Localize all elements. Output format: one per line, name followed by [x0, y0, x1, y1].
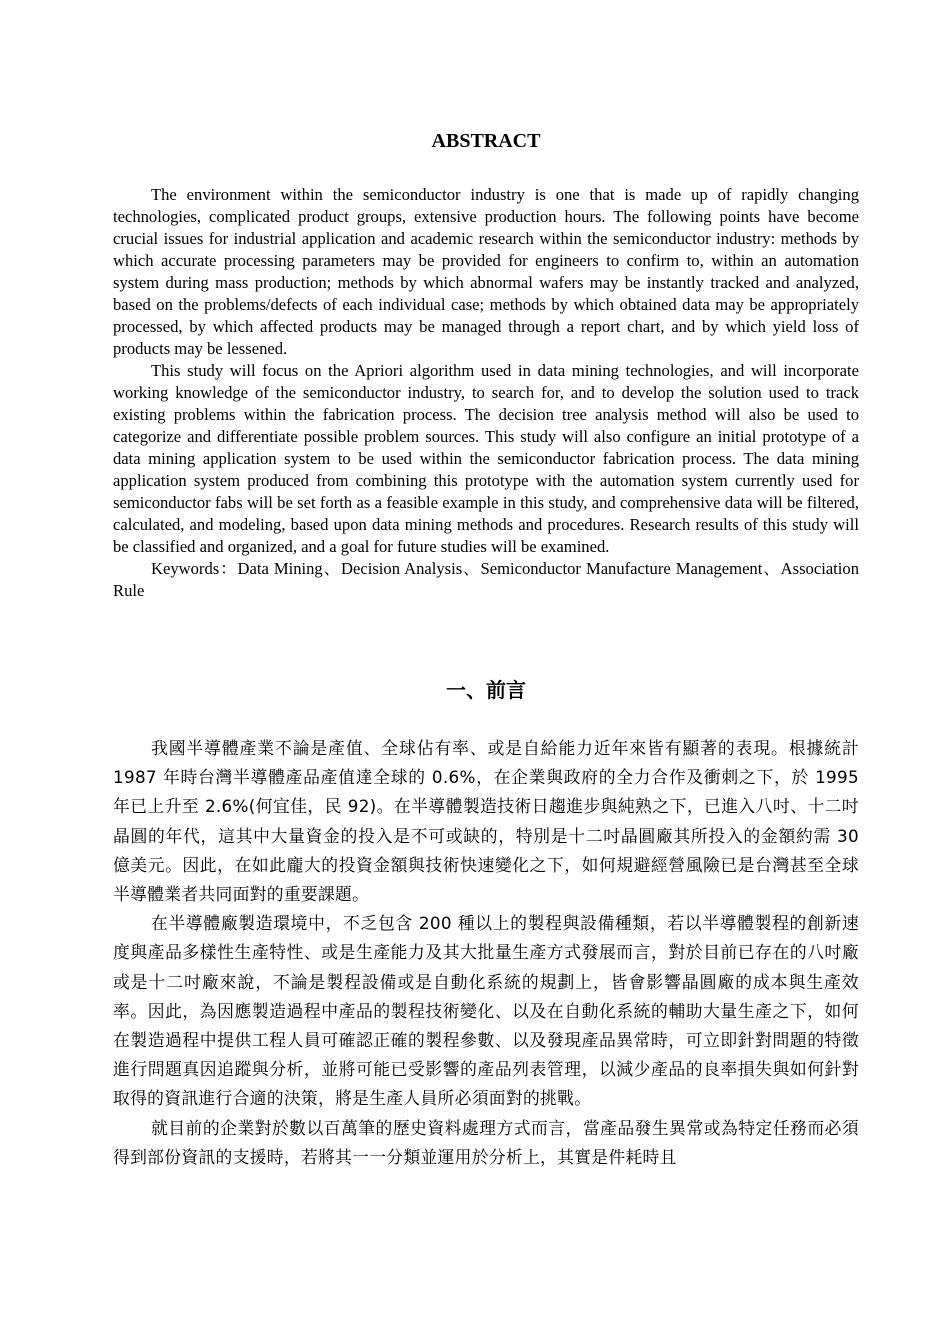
body-paragraph: 在半導體廠製造環境中，不乏包含 200 種以上的製程與設備種類，若以半導體製程的創新速度與產品多樣性生產特性、或是生產能力及其大批量生產方式發展而言，對於目前已存在的八吋廠或是十二吋廠來說，不論是製程設備或是自動化系統的規劃上，皆會影響晶圓廠的成本與生產效率。因此，為因應製造過程中產品的製程技術變化、以及在自動化系統的輔助大量生產之下，如何在製造過程中提供工程人員可確認正確的製程參數、以及發現產品異常時，可立即針對問題的特徵進行問題真因追蹤與分析，並將可能已受影響的產品列表管理，以減少產品的良率損失與如何針對取得的資訊進行合適的決策，將是生產人員所必須面對的挑戰。	[113, 913, 859, 1109]
section-heading: 一、前言	[446, 678, 526, 702]
abstract-title: ABSTRACT	[431, 130, 541, 152]
body-paragraph: 就目前的企業對於數以百萬筆的歷史資料處理方式而言，當產品發生異常或為特定任務而必須得到部份資訊的支援時，若將其一一分類並運用於分析上，其實是件耗時且	[113, 1117, 859, 1167]
abstract-paragraph: The environment within the semiconductor industry is one that is made up of rapidly changing technologies, complicated product groups, extensive production hours. The following points have become crucial issues for industrial application and academic research within the semiconductor industry: methods by which accurate processing parameters may be provided for engineers to confirm to, within an automation system during mass production; methods by which abnormal wafers may be instantly tracked and analyzed, based on the problems/defects of each individual case; methods by which obtained data may be appropriately processed, by which affected products may be managed through a report chart, and by which yield loss of products may be lessened.	[113, 185, 859, 358]
abstract-body	[113, 184, 859, 602]
keywords-line: Keywords：Data Mining、Decision Analysis、Semiconductor Manufacture Management、Association Rule	[113, 559, 859, 600]
body-paragraph: 我國半導體產業不論是產值、全球佔有率、或是自給能力近年來皆有顯著的表現。根據統計 1987 年時台灣半導體產品產值達全球的 0.6%，在企業與政府的全力合作及衝刺之下，於 1995 年已上升至 2.6%(何宜佳，民 92)。在半導體製造技術日趨進步與純熟之下，已進入八吋、十二吋晶圓的年代，這其中大量資金的投入是不可或缺的，特別是十二吋晶圓廠其所投入的金額約需 30 億美元。因此，在如此龐大的投資金額與技術快速變化之下，如何規避經營風險已是台灣甚至全球半導體業者共同面對的重要課題。	[113, 738, 859, 905]
abstract-paragraph: This study will focus on the Apriori algorithm used in data mining technologies, and will incorporate working knowledge of the semiconductor industry, to search for, and to develop the solution used to track existing problems within the fabrication process. The decision tree analysis method will also be used to categorize and differentiate possible problem sources. This study will also configure an initial prototype of a data mining application system to be used within the semiconductor fabrication process. The data mining application system produced from combining this prototype with the automation system currently used for semiconductor fabs will be set forth as a feasible example in this study, and comprehensive data will be filtered, calculated, and modeling, based upon data mining methods and procedures. Research results of this study will be classified and organized, and a goal for future studies will be examined.	[113, 361, 859, 556]
section-body	[113, 734, 859, 1172]
